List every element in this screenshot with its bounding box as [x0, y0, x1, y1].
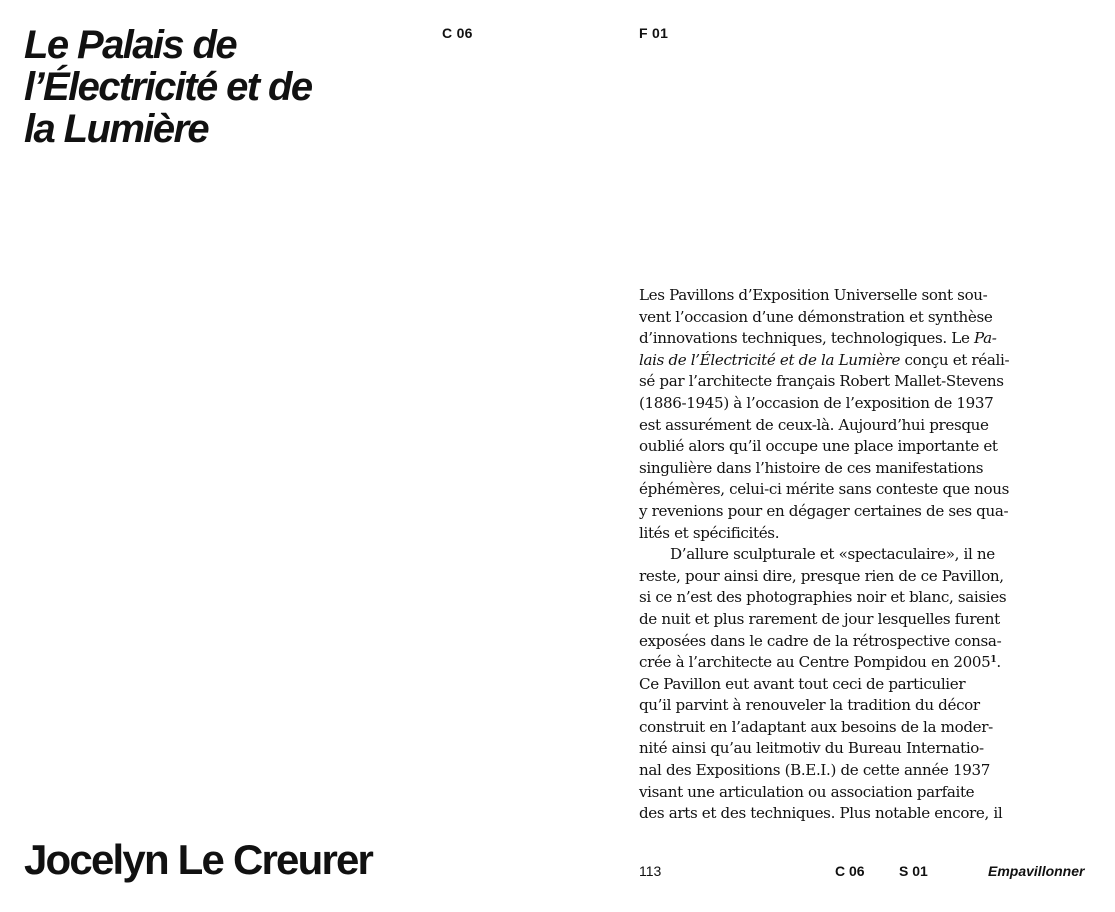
running-title: Empavillonner [988, 863, 1085, 879]
chapter-code: C 06 [442, 25, 473, 41]
footer-section-code: S 01 [899, 863, 928, 879]
body-line: exposées dans le cadre de la rétrospective consa- [639, 631, 1002, 650]
body-line: lités et spécificités. [639, 523, 780, 542]
title-line: Le Palais de [24, 23, 237, 67]
body-line [639, 652, 1059, 674]
figure-code: F 01 [639, 25, 669, 41]
body-italic-run: Pa- [974, 329, 997, 348]
body-text-run: conçu et réali- [900, 350, 1010, 369]
article-body [639, 285, 1059, 825]
body-text-run: d’innovations techniques, technologiques. Le [639, 329, 975, 348]
body-line: sé par l’architecte français Robert Mallet-Stevens [639, 372, 1004, 391]
body-line: Les Pavillons d’Exposition Universelle sont sou- [639, 286, 988, 304]
body-text-run: . [996, 653, 1001, 672]
body-line: visant une articulation ou association parfaite [639, 782, 975, 801]
footer-chapter-code: C 06 [835, 863, 865, 879]
body-text-run: crée à l’architecte au Centre Pompidou en 2005 [639, 653, 991, 672]
body-line: oublié alors qu’il occupe une place importante et [639, 437, 998, 456]
body-line: nité ainsi qu’au leitmotiv du Bureau Internatio- [639, 739, 984, 758]
body-line: D’allure sculpturale et «spectaculaire», il ne [670, 545, 995, 564]
body-line: est assurément de ceux-là. Aujourd’hui presque [639, 415, 989, 434]
body-line: de nuit et plus rarement de jour lesquelles furent [639, 609, 1000, 628]
body-line: singulière dans l’histoire de ces manifestations [639, 458, 984, 477]
title-line: l’Électricité et de [24, 65, 312, 109]
body-line: reste, pour ainsi dire, presque rien de ce Pavillon, [639, 566, 1004, 585]
body-line: (1886-1945) à l’occasion de l’exposition de 1937 [639, 393, 994, 412]
footnote-ref[interactable]: 1 [990, 655, 997, 666]
body-line: éphémères, celui-ci mérite sans conteste que nous [639, 480, 1010, 499]
body-line: qu’il parvint à renouveler la tradition du décor [639, 696, 980, 715]
title-line: la Lumière [24, 107, 209, 151]
body-line: vent l’occasion d’une démonstration et synthèse [639, 307, 993, 326]
page-number: 113 [639, 863, 662, 879]
body-line: nal des Expositions (B.E.I.) de cette année 1937 [639, 761, 990, 780]
body-line: des arts et des techniques. Plus notable encore, il [639, 804, 1003, 823]
body-line: construit en l’adaptant aux besoins de la moder- [639, 717, 993, 736]
article-title [24, 24, 424, 150]
body-italic-run: lais de l’Électricité et de la Lumière [639, 350, 901, 369]
body-line [639, 350, 1059, 372]
author-name: Jocelyn Le Creurer [24, 836, 373, 883]
body-line: Ce Pavillon eut avant tout ceci de particulier [639, 674, 966, 693]
body-line: si ce n’est des photographies noir et blanc, saisies [639, 588, 1007, 607]
body-line: y revenions pour en dégager certaines de ses qua- [639, 501, 1009, 520]
body-line [639, 328, 1059, 350]
